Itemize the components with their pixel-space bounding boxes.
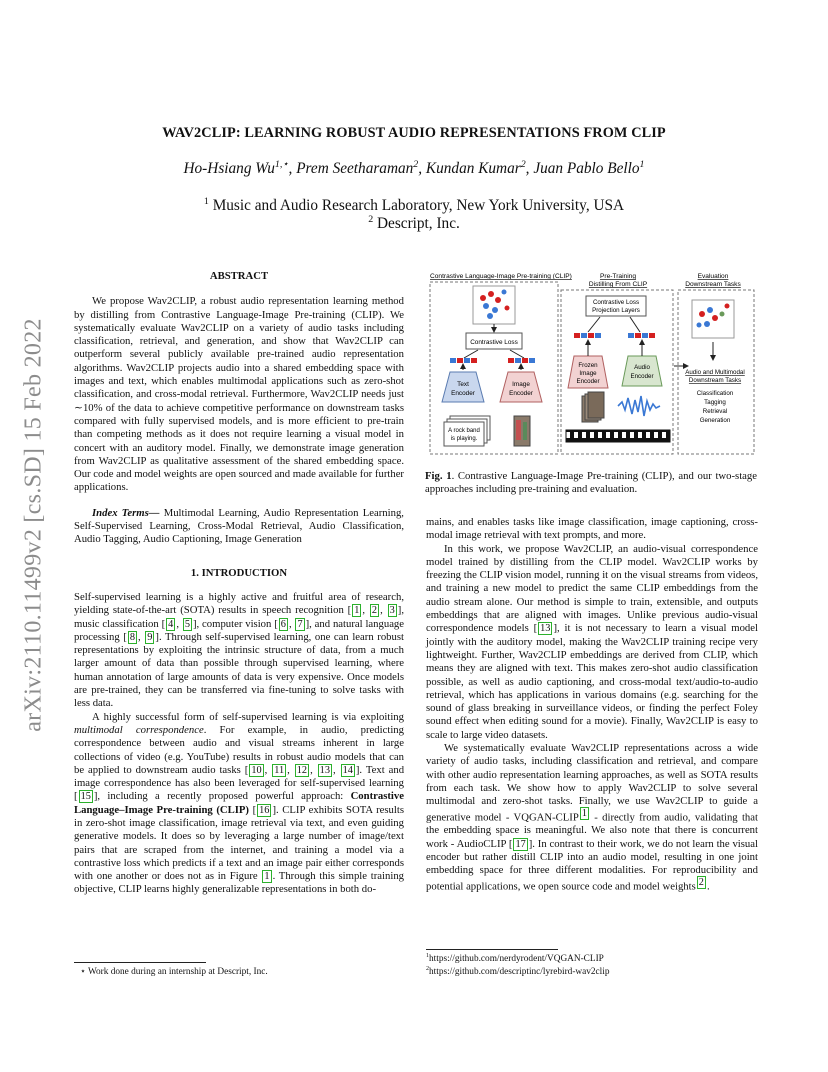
author-affiliation-mark: 1,⋆ (274, 158, 289, 170)
right-paragraph-2: We systematically evaluate Wav2CLIP representations across a wide variety of audio tasks, including classification and retrieval, and compare with other audio representation learning approaches, as well as SOTA results from each task. We show how to apply Wav2CLIP to solve several multimodal and zero-shot tasks. Finally, we use Wav2CLIP to guide a generative model - VQGAN-CLIP $^1$ - directly from audio, validating that the embedding space is meaningful. We also note that there is concurrent work - AudioCLIP [ 17 ]. In contrast to their work, we do not learn the visual encoder but rather distill CLIP into an audio model, resulting in one joint embedding space for three different modalities. For reproducibility and potential applications, we open source code and model weights $^2$ . (426, 742, 758, 893)
image-embedding-strip (508, 358, 535, 363)
figure-1-caption (425, 470, 757, 497)
citation-link[interactable]: 9 (147, 631, 153, 643)
section-pretrain-title-2: Distilling From CLIP (588, 281, 648, 288)
citation-link[interactable]: 1 (354, 605, 360, 617)
audio-waveform (618, 396, 660, 416)
right-paragraph-0: mains, and enables tasks like image classification, image captioning, cross-modal image retrieval with text prompts, and more. (426, 516, 758, 542)
index-terms-label: Index Terms— (92, 506, 160, 519)
intro-heading: 1. INTRODUCTION (190, 566, 288, 579)
section-clip-title: Contrastive Language-Image Pre-training (CLIP) (430, 273, 572, 280)
text-card-line-1: A rock band (448, 428, 480, 434)
citation-link[interactable]: 16 (259, 804, 270, 816)
text-embedding-strip (450, 358, 477, 363)
footnote-rule-left (74, 962, 206, 963)
right-column (426, 516, 758, 893)
eval-title-1: Audio and Multimodal (685, 369, 745, 376)
footnote-link[interactable]: 2 (698, 876, 704, 888)
author-name: Juan Pablo Bello (533, 160, 640, 177)
audio-encoder-label-1: Audio (634, 364, 650, 371)
footnote-1-mark: 1 (426, 952, 430, 959)
audio-encoder-label-2: Encoder (630, 373, 654, 380)
right-paragraph-1: In this work, we propose Wav2CLIP, an audio-visual correspondence model trained by distilling from the CLIP model. Wav2CLIP works by freezing the CLIP vision model, running it on the visual streams from videos, and training a new model to predict the same CLIP embeddings from the audio stream alone. Our method is simple to train, extensible, and outputs embeddings that are aligned with images. Unlike previous audio-visual correspondence models [ 13 ], it is not necessary to learn a visual model jointly with the auditory model, making the Wav2CLIP training recipe very lightweight. Further, Wav2CLIP embeddings are derived from CLIP, which means they are aligned with text. This makes zero-shot audio classification possible, as well as audio captioning, and cross-modal text/audio-to-audio retrieval, which has applications in various domains (e.g. searching for the sound of glass breaking in surveillance videos, or finding the perfect Foley sound effect when editing sound for a movie). Finally, Wav2CLIP is easy to scale to large video datasets. (426, 542, 758, 741)
footnote-left: ⋆ Work done during an internship at Descript, Inc. (80, 967, 268, 977)
index-terms-text: Multimodal Learning, Audio Representation Learning, Self-Supervised Learning, Cross-Modal Retrieval, Audio Classification, Audio Tagging, Audio Captioning, Image Generation (74, 506, 404, 546)
affiliation-1 (80, 197, 748, 215)
affiliation-2-mark: 2 (368, 213, 374, 225)
frozen-label-2: Image (579, 370, 597, 377)
affiliation-1-mark: 1 (203, 195, 209, 207)
frozen-label-1: Frozen (578, 362, 598, 369)
author-name: Ho-Hsiang Wu (183, 160, 275, 177)
section-eval-title-1: Evaluation (697, 273, 729, 280)
footnote-rule-right (426, 949, 558, 950)
citation-link[interactable]: 5 (184, 618, 190, 630)
arxiv-stamp (14, 290, 54, 760)
video-frames-stack (582, 392, 604, 422)
figure-1-diagram (428, 270, 758, 460)
caption-text: . Contrastive Language-Image Pre-training (CLIP), and our two-stage approaches including pre-training and evaluation. (425, 470, 757, 496)
task-3: Retrieval (702, 408, 728, 415)
abstract-text: We propose Wav2CLIP, a robust audio representation learning method by distilling from Contrastive Language-Image Pre-training (CLIP). We systematically evaluate Wav2CLIP on a variety of audio tasks including classification, retrieval, and generation, and show that Wav2CLIP can outperform several publicly available pre-trained audio representation algorithms. Wav2CLIP projects audio into a shared embedding space with images and text, which enables multimodal applications such as zero-shot classification, and cross-modal retrieval. Furthermore, Wav2CLIP needs just ∼10% of the data to achieve competitive performance on downstream tasks compared with fully supervised models, and is more efficient to pre-train than competing methods as it does not require learning a visual model in concert with an auditory model. Finally, we demonstrate image generation from Wav2CLIP as qualitative assessment of the shared embedding space. Our code and model weights are open sourced and made available for further applications. (74, 295, 404, 494)
author-name: Kundan Kumar (425, 160, 521, 177)
left-column (74, 270, 404, 897)
citation-link[interactable]: 13 (319, 764, 330, 776)
footnote-1-url[interactable]: https://github.com/nerdyrodent/VQGAN-CLIP (429, 954, 604, 964)
clip-embedding-space (473, 286, 515, 324)
text-card-line-2: is playing. (450, 436, 478, 442)
text-encoder-label-2: Encoder (451, 390, 475, 397)
affiliation-2 (80, 215, 748, 233)
paper-title: WAV2CLIP: LEARNING ROBUST AUDIO REPRESENTATIONS FROM CLIP (162, 125, 666, 141)
task-1: Classification (696, 390, 734, 397)
text-card (444, 422, 484, 446)
frozen-label-3: Encoder (576, 378, 600, 385)
index-terms (74, 507, 404, 547)
section-eval-title-2: Downstream Tasks (685, 281, 741, 288)
footnote-2 (426, 966, 758, 978)
intro-paragraph-2: A highly successful form of self-supervised learning is via exploiting multimodal correspondence. For example, in audio, predicting correspondence between audio and visual streams inherent in large collections of video (e.g. YouTube) results in robust audio models that can be applied to downstream audio tasks [ 10 , 11 , 12 , 13 , 14 ]. Text and image correspondence has also been leveraged for self-supervised learning [ 15 ], including a recently proposed powerful approach: Contrastive Language–Image Pre-training (CLIP) [ 16 ]. CLIP exhibits SOTA results in zero-shot image classification, image retrieval via text, and even guiding generative models. It does so by leveraging a large number of image/text pairs that are scraped from the internet, and training a model via a contrastive loss which predicts if a text and an image pair either corresponds with one another or does not as in Figure 1 . Through this simple training objective, CLIP learns highly generalizable representations in both do- (74, 710, 405, 896)
bold-text: Contrastive Language–Image Pre-training (CLIP) (74, 790, 404, 816)
citation-link[interactable]: 13 (540, 623, 551, 635)
citation-link[interactable]: 15 (80, 791, 91, 803)
citation-link[interactable]: 14 (342, 764, 353, 776)
citation-link[interactable]: 2 (371, 605, 378, 617)
image-encoder-label-2: Encoder (509, 390, 533, 397)
caption-label: Fig. 1 (425, 470, 452, 482)
citation-link[interactable]: 10 (251, 764, 262, 776)
frozen-embedding-strip (574, 333, 601, 338)
citation-link[interactable]: 4 (168, 618, 174, 630)
citation-link[interactable]: 1 (264, 871, 270, 883)
audio-embedding-strip (628, 333, 655, 338)
citation-link[interactable]: 12 (296, 764, 308, 776)
footnote-link[interactable]: 1 (581, 807, 587, 819)
citation-link[interactable]: 17 (515, 838, 526, 850)
audio-encoder-box (622, 356, 662, 386)
author-affiliation-mark: 2 (413, 158, 419, 170)
emphasis-text: multimodal correspondence (74, 723, 204, 736)
footnote-1 (426, 953, 758, 965)
projection-label-2: Projection Layers (592, 307, 640, 314)
task-4: Generation (699, 417, 731, 424)
citation-link[interactable]: 11 (274, 764, 285, 776)
citation-link[interactable]: 6 (280, 618, 286, 630)
task-2: Tagging (704, 399, 726, 406)
abstract-heading: ABSTRACT (209, 270, 269, 282)
eval-title-2: Downstream Tasks (688, 377, 742, 384)
citation-link[interactable]: 7 (297, 618, 303, 630)
affiliation-1-text: Music and Audio Research Laboratory, New York University, USA (212, 197, 625, 214)
author-list: Ho-Hsiang $Wu^{1,⋆}$, Prem Seetharaman$^2$, Kundan Kumar$^2$, Juan Pablo Bello$^1$ (183, 158, 645, 177)
intro-paragraph-1: Self-supervised learning is a highly active and fruitful area of research, yielding state-of-the-art (SOTA) results in speech recognition [ 1 , 2 , 3 ], music classification [ 4 , 5 ], computer vision [ 6 , 7 ], and natural language processing [ 8 , 9 ]. Through self-supervised learning, one can learn robust representations by exploiting the intrinsic structure of data, from a much larger amount of data than possible through supervised learning, where human annotation of large amounts of data is very expensive. Once models are pre-trained, they can be transferred via fine-tuning to solve tasks with less data. (74, 590, 405, 710)
image-encoder-label-1: Image (512, 381, 530, 388)
footnote-2-mark: 2 (426, 965, 430, 972)
section-pretrain-title-1: Pre-Training (599, 273, 637, 280)
projection-label-1: Contrastive Loss (592, 299, 640, 306)
author-name: Prem Seetharaman (296, 160, 414, 177)
text-encoder-label-1: Text (457, 381, 469, 388)
citation-link[interactable]: 3 (389, 605, 395, 617)
affiliation-2-text: Descript, Inc. (376, 215, 460, 232)
citation-link[interactable]: 8 (129, 631, 135, 643)
footnote-2-url[interactable]: https://github.com/descriptinc/lyrebird-wav2clip (429, 967, 610, 977)
film-strip (566, 430, 670, 442)
arxiv-id: arXiv:2110.11499v2 [cs.SD] 15 Feb 2022 (20, 318, 47, 732)
author-affiliation-mark: 1 (639, 158, 645, 170)
video-frame-thumbnail (514, 416, 530, 446)
figure-1 (428, 270, 758, 460)
author-affiliation-mark: 2 (520, 158, 526, 170)
clip-contrastive-loss-label: Contrastive Loss (470, 339, 518, 346)
